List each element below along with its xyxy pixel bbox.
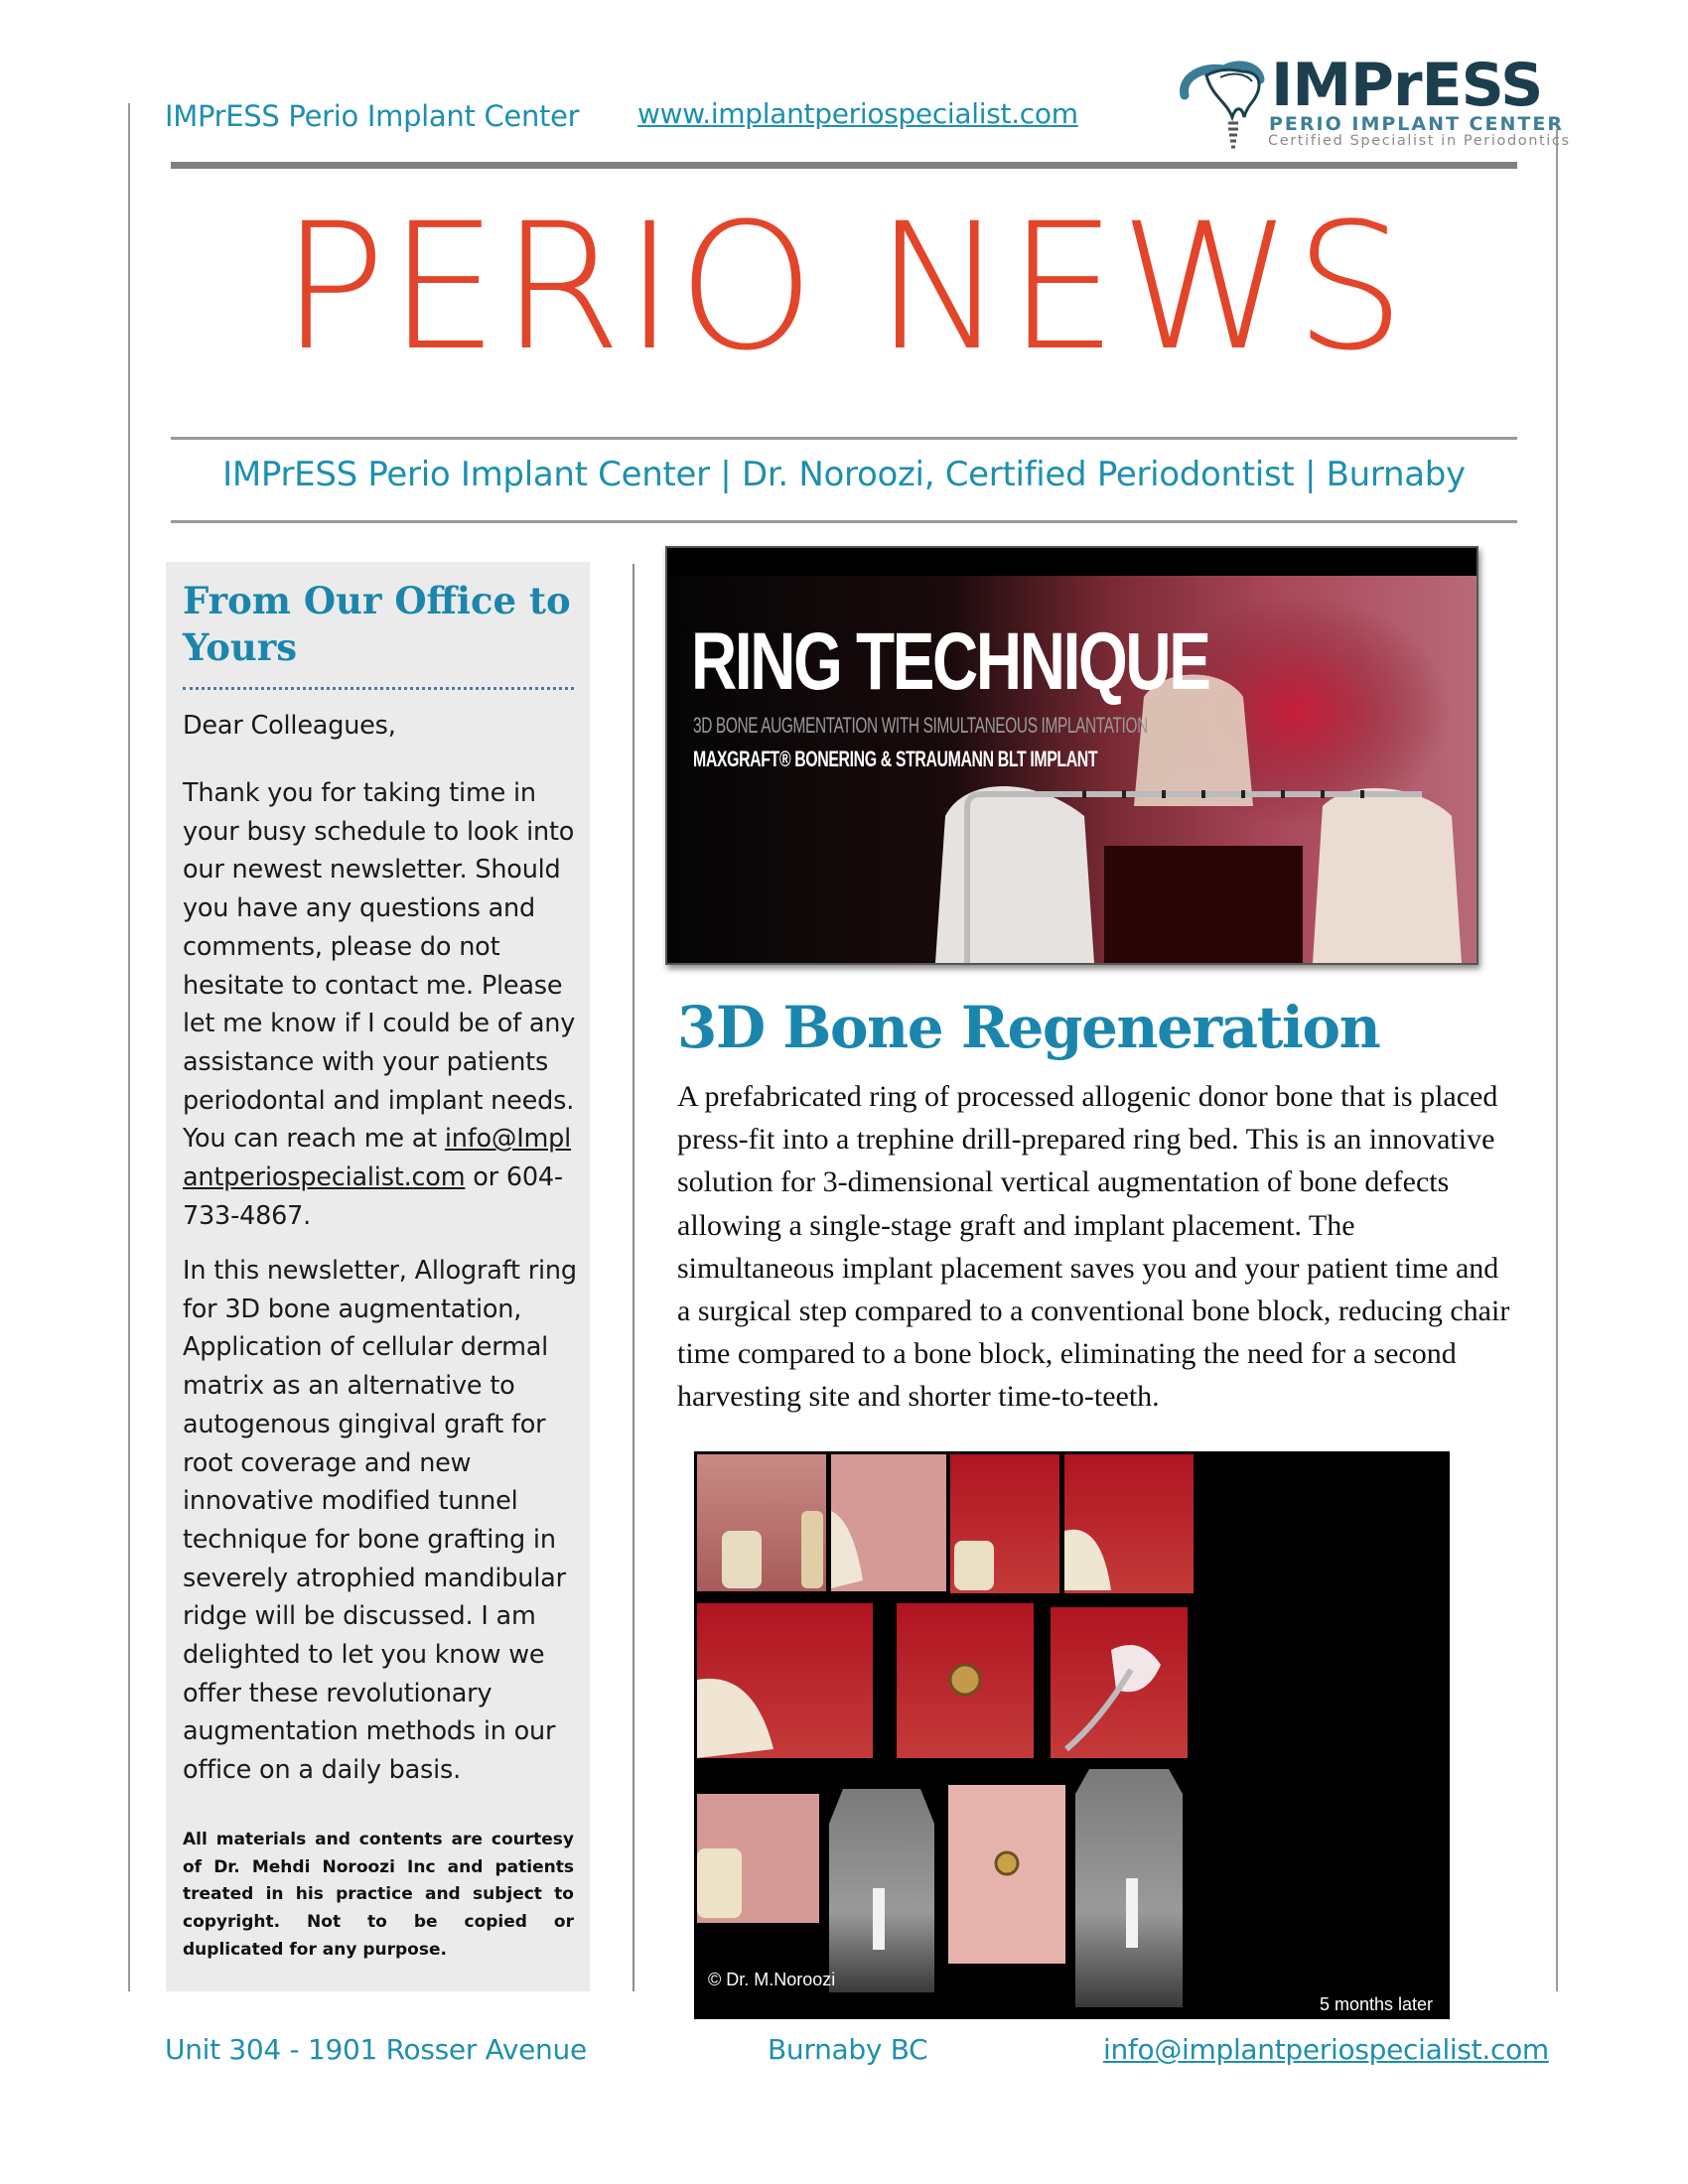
column-divider <box>633 564 634 1991</box>
hero-title: RING TECHNIQUE <box>691 616 1209 707</box>
header-website-link[interactable]: www.implantperiospecialist.com <box>637 97 1078 130</box>
newsletter-title: PERIO NEWS <box>280 186 1408 389</box>
tooth-implant-logo-icon <box>1177 58 1276 153</box>
sidebar-greeting: Dear Colleagues, <box>183 711 396 741</box>
header-org-name: IMPrESS Perio Implant Center <box>165 99 580 133</box>
newsletter-subtitle: IMPrESS Perio Implant Center | Dr. Noroozi, Certified Periodontist | Burnaby <box>222 455 1466 494</box>
page-frame-right-line <box>1556 129 1558 1991</box>
clinical-photo-grid <box>694 1451 1450 2019</box>
sidebar-dotted-divider <box>183 687 574 690</box>
sidebar-heading: From Our Office to Yours <box>183 579 571 669</box>
article-body: A prefabricated ring of processed allogenic donor bone that is placed press-fit into a trephine drill-prepared ring bed. This is an innovative solution for 3-dimensional vertical augmentation of bone defects allowing a single-stage graft and implant placement. The simultaneous implant placement saves you and your patient time and a surgical step compared to a conventional bone block, reducing chair time compared to a bone block, eliminating the need for a second harvesting site and shorter time-to-teeth. <box>677 1080 1510 1414</box>
sidebar-paragraph-1-text: Thank you for taking time in your busy schedule to look into our newest newsletter. Should you have any questions and comments, please do not hesitate to contact me. Please let me know if I could be of any assistance with your patients periodontal and implant needs. You can reach me at <box>183 778 576 1155</box>
ring-technique-hero-image <box>665 546 1478 965</box>
header-separator-bar <box>171 162 1517 169</box>
sidebar-email-link[interactable]: info@Implantperiospecialist.com <box>183 1124 572 1193</box>
photo-caption: 5 months later <box>1320 1994 1434 2014</box>
photo-row-1 <box>697 1454 1194 1593</box>
subtitle-top-rule <box>171 437 1517 440</box>
photo-copyright: © Dr. M.Noroozi <box>708 1970 836 1989</box>
footer-email-link[interactable]: info@implantperiospecialist.com <box>1103 2033 1549 2066</box>
footer-address: Unit 304 - 1901 Rosser Avenue <box>165 2033 587 2066</box>
sidebar-paragraph-2: In this newsletter, Allograft ring for 3D bone augmentation, Application of cellular dermal matrix as an alternative to autogenous gingival graft for root coverage and new innovative modified tunnel technique for bone grafting in severely atrophied mandibular ridge will be discussed. I am delighted to let you know we offer these revolutionary augmentation methods in our office on a daily basis. <box>183 1256 577 1786</box>
photo-row-2 <box>697 1603 1188 1758</box>
sidebar-phone: or 604-733-4867. <box>183 1162 563 1231</box>
hero-subtitle: 3D BONE AUGMENTATION WITH SIMULTANEOUS IMPLANTATION <box>693 713 1148 738</box>
logo-tagline: Certified Specialist in Periodontics <box>1268 133 1571 149</box>
logo-main-text: IMPrESS <box>1271 51 1543 120</box>
sidebar-paragraph-1 <box>183 774 580 1235</box>
hero-product-line: MAXGRAFT® BONERING & STRAUMANN BLT IMPLANT <box>693 747 1098 771</box>
footer-city: Burnaby BC <box>768 2033 928 2066</box>
subtitle-bottom-rule <box>171 520 1517 523</box>
sidebar-copyright-notice: All materials and contents are courtesy of Dr. Mehdi Noroozi Inc and patients treated in his practice and subject to copyright. Not to be copied or duplicated for any purpose. <box>183 1830 574 1960</box>
page-frame-left-line <box>128 103 130 1991</box>
clinical-photos-illustration <box>694 1451 1450 2019</box>
impress-logo <box>1177 51 1571 153</box>
article-heading: 3D Bone Regeneration <box>677 994 1380 1061</box>
logo-sub-text: PERIO IMPLANT CENTER <box>1269 113 1564 135</box>
